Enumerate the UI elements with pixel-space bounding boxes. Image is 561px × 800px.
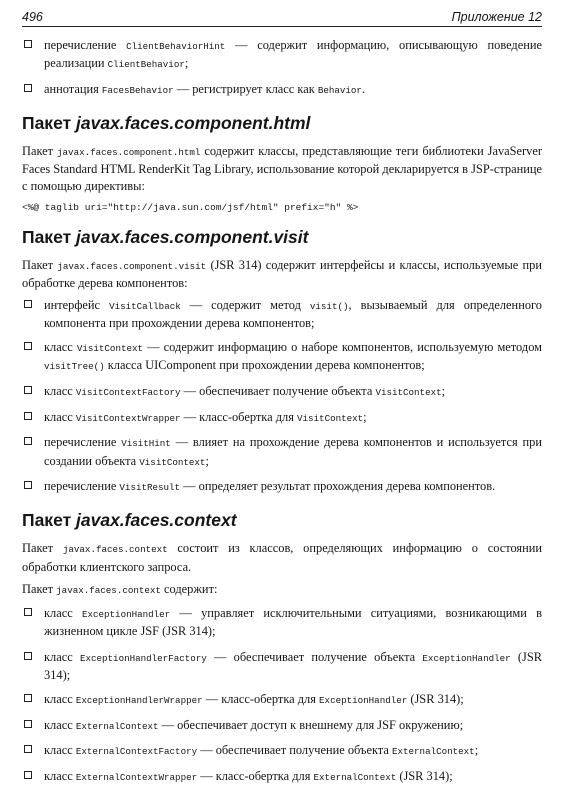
code-identifier: ExceptionHandler <box>319 694 408 706</box>
checkbox-bullet-icon <box>24 300 32 308</box>
code-identifier: VisitContext <box>139 456 206 468</box>
item-text: — обеспечивает получение объекта <box>197 743 392 758</box>
list-item <box>22 768 542 786</box>
item-text: ; <box>474 743 479 758</box>
item-text: класс <box>44 717 76 732</box>
item-text: — обеспечивает получение объекта <box>180 383 376 398</box>
section-title-html: Пакет javax.faces.component.html <box>22 113 311 134</box>
code-identifier: visit() <box>309 301 349 313</box>
list-item <box>22 691 542 709</box>
header-rule <box>22 26 542 27</box>
package-name: javax.faces.component.visit <box>76 226 309 247</box>
item-text: (JSR 314); <box>44 649 542 683</box>
list-item <box>22 37 542 73</box>
item-text: ; <box>363 409 367 424</box>
top-list <box>22 37 542 99</box>
item-text: перечисление <box>44 479 120 494</box>
item-text: класса UIComponent при прохождении дерева компонентов; <box>104 358 425 373</box>
item-text: перечисление <box>44 435 122 450</box>
checkbox-bullet-icon <box>24 608 32 616</box>
item-text: класс <box>44 383 76 398</box>
item-text: ; <box>441 383 446 398</box>
list-item <box>22 409 542 427</box>
item-text: — регистрирует класс как <box>173 81 318 96</box>
code-identifier: VisitHint <box>121 438 171 450</box>
item-text: — управляет исключительными ситуациями, возникающими в жизненном цикле JSF (JSR 314); <box>44 606 542 639</box>
checkbox-bullet-icon <box>24 694 32 702</box>
paragraph-visit: Пакет javax.faces.component.visit (JSR 314) содержит интерфейсы и классы, используемые при обработке дерева компонентов: <box>22 257 542 290</box>
code-line: <%@ taglib uri="http://java.sun.com/jsf/html" prefix="h" %> <box>22 201 359 213</box>
item-text: — содержит метод <box>180 298 310 313</box>
code-identifier: VisitContext <box>297 412 364 424</box>
item-text: — влияет на прохождение дерева компонентов и используется при создании объекта <box>44 435 543 468</box>
checkbox-bullet-icon <box>24 437 32 445</box>
item-text: перечисление <box>44 38 127 52</box>
book-page <box>22 8 542 794</box>
list-item <box>22 649 542 683</box>
checkbox-bullet-icon <box>24 342 32 350</box>
code-identifier: Behavior <box>317 84 362 96</box>
code-identifier: FacesBehavior <box>101 84 174 96</box>
code-identifier: visitTree() <box>44 361 105 373</box>
list-item <box>22 434 542 470</box>
item-text: ; <box>205 453 209 468</box>
checkbox-bullet-icon <box>24 481 32 489</box>
list-item <box>22 297 542 331</box>
list-item <box>22 339 542 375</box>
list-item <box>22 605 542 641</box>
item-text: класс <box>44 606 82 621</box>
item-text: класс <box>44 340 77 355</box>
item-text: аннотация <box>44 81 102 96</box>
page-number: 496 <box>22 10 43 24</box>
code-identifier: ExceptionHandlerWrapper <box>75 694 203 706</box>
paragraph-html: Пакет javax.faces.component.html содержит классы, представляющие теги библиотеки JavaServer Faces Standard HTML RenderKit Tag Library, использование которой декларируется в JSP-странице с помощью директивы: <box>22 144 542 193</box>
item-text: интерфейс <box>44 298 110 313</box>
chapter-title: Приложение 12 <box>451 10 542 24</box>
code-identifier: VisitContext <box>375 386 442 398</box>
item-text: класс <box>44 649 80 664</box>
running-header <box>22 8 542 24</box>
visit-list <box>22 297 542 496</box>
list-item <box>22 478 542 496</box>
paragraph-context-1: Пакет javax.faces.context состоит из классов, определяющих информацию о состоянии обработки клиентского запроса. <box>22 541 542 574</box>
checkbox-bullet-icon <box>24 84 32 92</box>
section-title-context: Пакет javax.faces.context <box>22 510 237 531</box>
item-text: (JSR 314); <box>396 768 453 783</box>
code-identifier: ExceptionHandler <box>81 609 171 621</box>
package-name: javax.faces.context <box>76 510 237 531</box>
item-text: . <box>361 81 366 96</box>
item-text: — содержит информацию, описывающую поведение реализации <box>44 38 542 71</box>
item-text: — класс-обертка для <box>202 691 320 706</box>
item-text: класс <box>44 768 76 783</box>
checkbox-bullet-icon <box>24 652 32 660</box>
code-identifier: VisitContextFactory <box>75 386 181 398</box>
item-text: класс <box>44 691 76 706</box>
list-item <box>22 81 542 99</box>
checkbox-bullet-icon <box>24 771 32 779</box>
item-text: класс <box>44 409 76 424</box>
code-identifier: ClientBehavior <box>107 59 185 71</box>
item-text: — содержит информацию о наборе компонентов, используемую методом <box>143 340 542 355</box>
code-identifier: ExceptionHandlerFactory <box>79 652 207 664</box>
code-identifier: VisitResult <box>119 482 181 494</box>
code-identifier: ExternalContextFactory <box>75 746 198 758</box>
item-text: , вызываемый для определенного компонента при прохождении дерева компонентов; <box>44 298 542 331</box>
checkbox-bullet-icon <box>24 412 32 420</box>
item-text: — определяет результат прохождения дерева компонентов. <box>180 479 496 494</box>
list-item <box>22 383 542 401</box>
section-title-visit: Пакет javax.faces.component.visit <box>22 226 309 247</box>
item-text: — обеспечивает доступ к внешнему для JSF окружению; <box>158 717 464 732</box>
checkbox-bullet-icon <box>24 745 32 753</box>
checkbox-bullet-icon <box>24 386 32 394</box>
code-identifier: ExceptionHandler <box>422 652 511 664</box>
code-identifier: ExternalContext <box>75 720 159 732</box>
item-text: (JSR 314); <box>407 691 464 706</box>
item-text: — класс-обертка для <box>180 409 297 424</box>
item-text: — обеспечивает получение объекта <box>206 649 423 664</box>
code-identifier: ExternalContext <box>391 746 475 758</box>
item-text: — класс-обертка для <box>197 768 314 783</box>
code-identifier: VisitCallback <box>109 301 181 313</box>
item-text: класс <box>44 743 76 758</box>
code-identifier: VisitContext <box>76 343 144 355</box>
list-item <box>22 717 542 735</box>
code-identifier: ClientBehaviorHint <box>126 41 226 52</box>
package-name: javax.faces.component.html <box>76 113 311 134</box>
code-identifier: VisitContextWrapper <box>75 412 181 424</box>
code-identifier: ExternalContextWrapper <box>75 771 198 783</box>
context-list <box>22 605 542 786</box>
paragraph-context-2: Пакет javax.faces.context содержит: <box>22 581 218 596</box>
code-identifier: ExternalContext <box>313 771 397 783</box>
checkbox-bullet-icon <box>24 40 32 48</box>
item-text: ; <box>184 56 189 71</box>
list-item <box>22 742 542 760</box>
checkbox-bullet-icon <box>24 720 32 728</box>
